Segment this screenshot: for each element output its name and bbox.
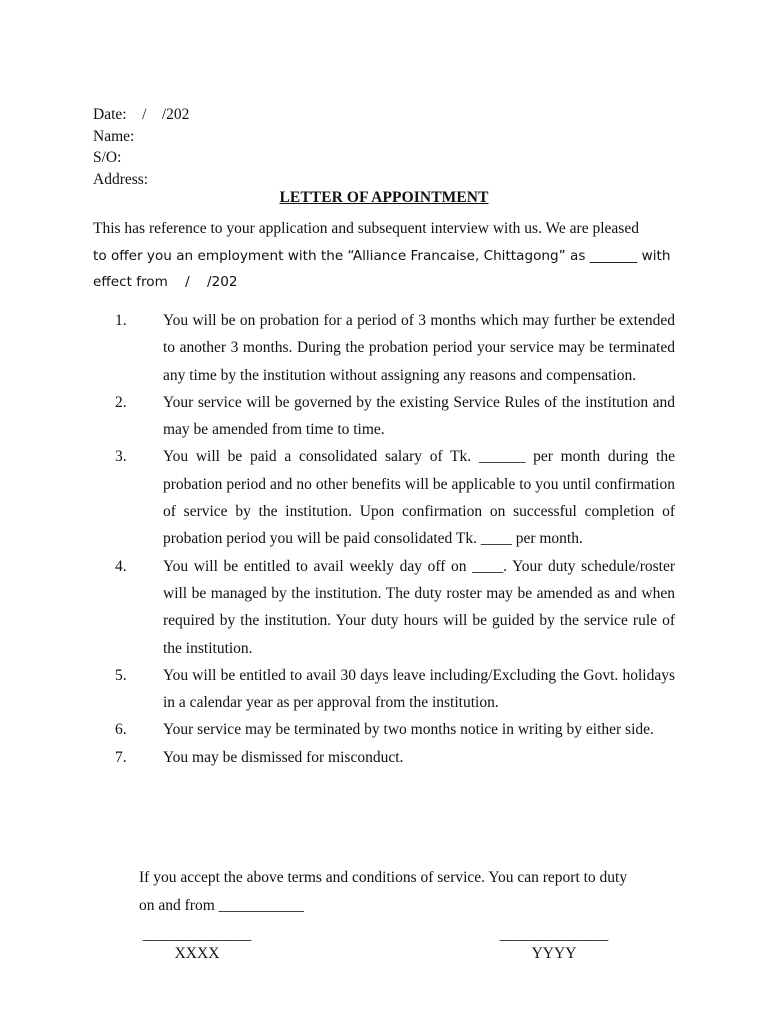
term-number: 7. xyxy=(115,748,127,766)
term-number: 2. xyxy=(115,393,127,411)
signature-name-right: YYYY xyxy=(531,945,577,962)
address-field: Address: xyxy=(93,170,149,188)
list-item xyxy=(93,307,675,389)
list-item xyxy=(93,744,675,771)
signature-right xyxy=(490,925,618,963)
list-item xyxy=(93,553,675,662)
signature-left xyxy=(137,925,257,963)
intro-line-1: This has reference to your application and subsequent interview with us. We are pleased xyxy=(93,220,639,237)
terms-list xyxy=(93,307,675,771)
list-item xyxy=(93,716,675,743)
term-text: You may be dismissed for misconduct. xyxy=(163,748,404,766)
list-item xyxy=(93,662,675,717)
closing-line-2: on and from ___________ xyxy=(139,896,304,914)
term-number: 3. xyxy=(115,448,127,466)
signature-line-right: ______________ xyxy=(499,926,609,943)
term-number: 4. xyxy=(115,557,127,575)
intro-line-2: to offer you an employment with the “Alliance Francaise, Chittagong” as _______ with xyxy=(93,247,671,264)
intro-paragraph xyxy=(93,216,675,296)
signature-line-left: ______________ xyxy=(142,926,252,943)
term-text: Your service may be terminated by two months notice in writing by either side. xyxy=(163,721,654,739)
so-field: S/O: xyxy=(93,149,122,166)
letter-title: LETTER OF APPOINTMENT xyxy=(279,189,489,206)
list-item xyxy=(93,443,675,552)
term-text: You will be entitled to avail 30 days leave including/Excluding the Govt. holidays in a calendar year as per approval from the institution. xyxy=(163,666,675,712)
closing-line-1: If you accept the above terms and conditions of service. You can report to duty xyxy=(139,869,628,886)
letter-header xyxy=(93,104,189,190)
term-number: 1. xyxy=(115,312,127,329)
term-text: You will be entitled to avail weekly day off on ____. Your duty schedule/roster will be managed by the institution. The duty roster may be amended as and when required by the institution. Your duty hours will be guided by the service rule of the institution. xyxy=(163,557,675,657)
date-field: Date: / /202 xyxy=(93,106,190,123)
intro-line-3: effect from / /202 xyxy=(93,274,238,290)
term-text: Your service will be governed by the existing Service Rules of the institution and may be amended from time to time. xyxy=(163,393,675,439)
term-text: You will be paid a consolidated salary of Tk. ______ per month during the probation period and no other benefits will be applicable to you until confirmation of service by the institution. Upon confirmation on successful completion of probation period you will be paid consolidated Tk. ____ per month. xyxy=(163,448,675,548)
term-number: 6. xyxy=(115,721,127,739)
name-field: Name: xyxy=(93,127,135,145)
term-text: You will be on probation for a period of 3 months which may further be extended to another 3 months. During the probation period your service may be terminated any time by the institution without assigning any reasons and compensation. xyxy=(163,312,675,384)
list-item xyxy=(93,389,675,444)
closing-paragraph xyxy=(139,864,675,919)
signature-name-left: XXXX xyxy=(174,945,220,962)
term-number: 5. xyxy=(115,666,127,684)
